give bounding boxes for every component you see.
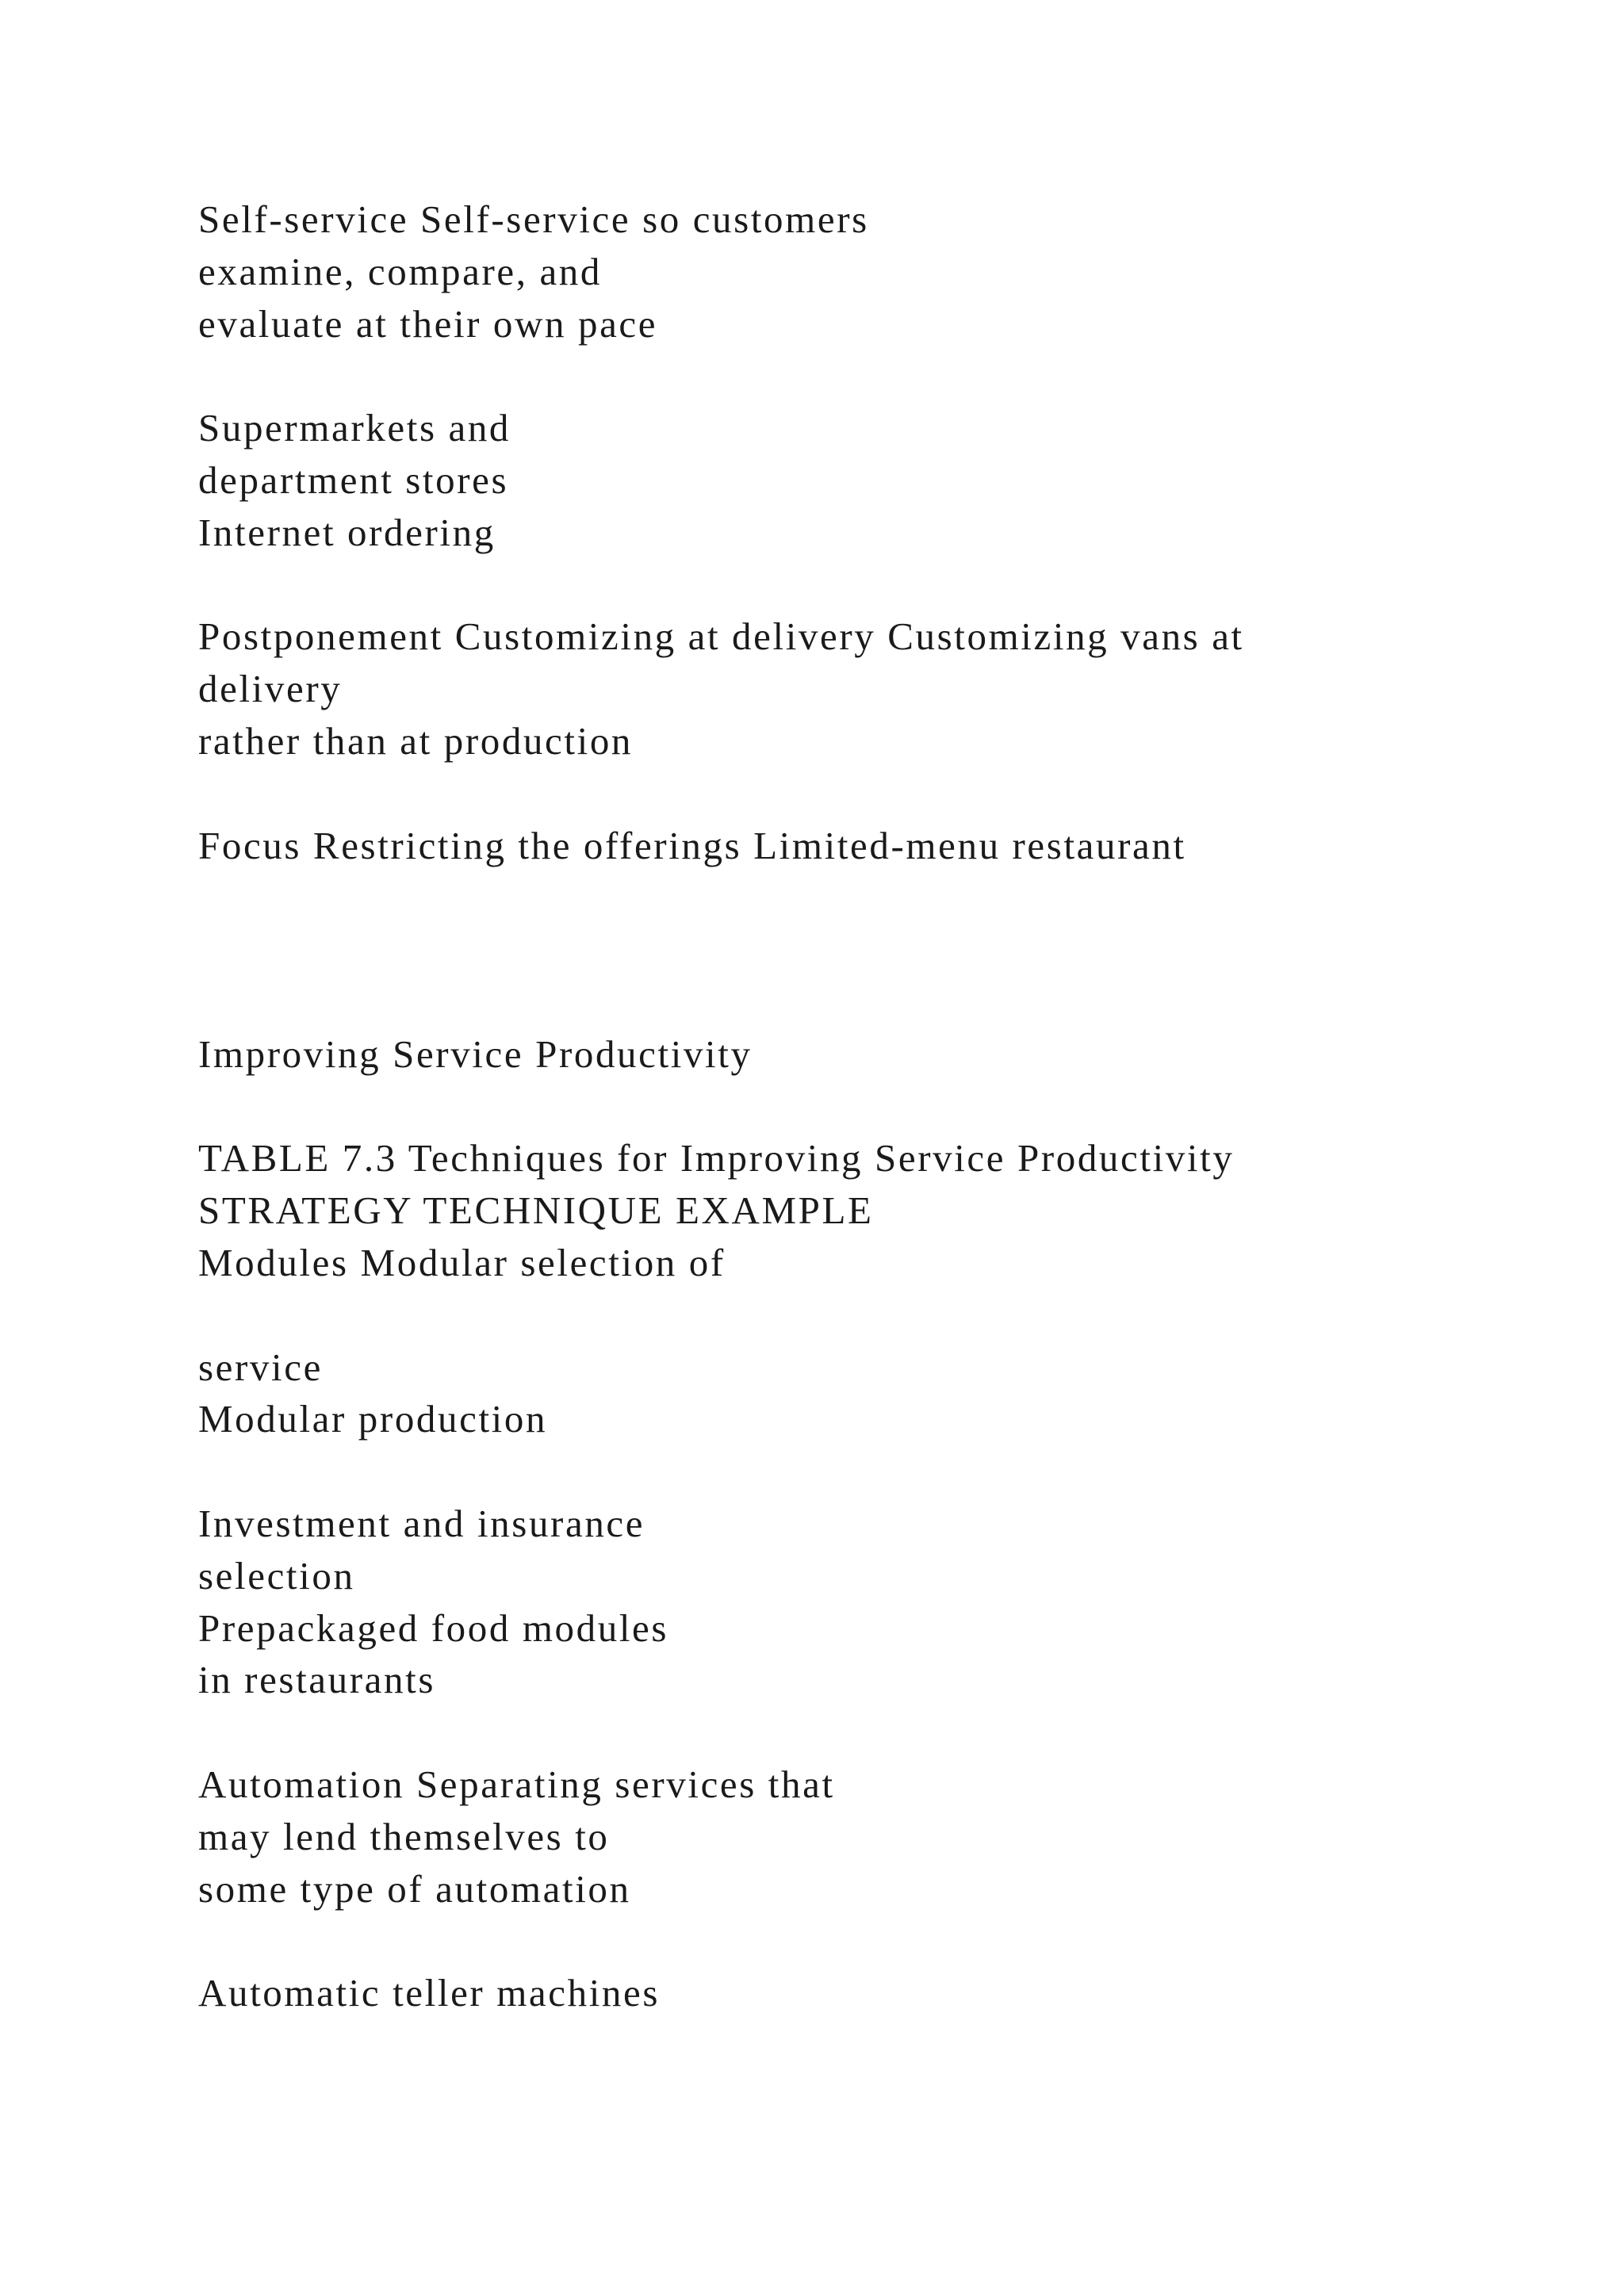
- text-line: department stores: [198, 457, 509, 502]
- text-line: may lend themselves to: [198, 1814, 610, 1858]
- text-line: rather than at production: [198, 718, 634, 763]
- text-line: Modular production: [198, 1397, 548, 1441]
- text-line: selection: [198, 1553, 355, 1598]
- blank-line: [198, 976, 1546, 1028]
- text-line: Automatic teller machines: [198, 1971, 661, 2015]
- blank-line: [198, 559, 1546, 611]
- table-caption: TABLE 7.3 Techniques for Improving Service Productivity: [198, 1136, 1235, 1181]
- text-line: examine, compare, and: [198, 249, 602, 293]
- text-line: evaluate at their own pace: [198, 301, 658, 346]
- text-line: Prepackaged food modules: [198, 1605, 669, 1650]
- text-line: Modules Modular selection of: [198, 1240, 726, 1284]
- blank-line: [198, 924, 1546, 976]
- text-line: in restaurants: [198, 1658, 436, 1702]
- text-line: Supermarkets and: [198, 406, 511, 450]
- text-line: Investment and insurance: [198, 1501, 645, 1545]
- text-line: Automation Separating services that: [198, 1762, 835, 1806]
- text-line: Focus Restricting the offerings Limited-menu restaurant: [198, 823, 1186, 867]
- table-header: STRATEGY TECHNIQUE EXAMPLE: [198, 1188, 874, 1233]
- blank-line: [198, 1445, 1546, 1498]
- blank-line: [198, 1289, 1546, 1341]
- blank-line: [198, 871, 1546, 924]
- text-line: some type of automation: [198, 1866, 631, 1911]
- blank-line: [198, 1915, 1546, 1967]
- blank-line: [198, 767, 1546, 820]
- text-line: service: [198, 1345, 323, 1389]
- blank-line: [198, 1706, 1546, 1758]
- text-line: Internet ordering: [198, 510, 496, 554]
- blank-line: [198, 350, 1546, 402]
- document-text: [198, 193, 1546, 2019]
- text-line: Postponement Customizing at delivery Customizing vans at: [198, 614, 1244, 659]
- text-line: delivery: [198, 667, 343, 711]
- blank-line: [198, 1081, 1546, 1133]
- section-heading: Improving Service Productivity: [198, 1031, 753, 1076]
- text-line: Self-service Self-service so customers: [198, 197, 869, 241]
